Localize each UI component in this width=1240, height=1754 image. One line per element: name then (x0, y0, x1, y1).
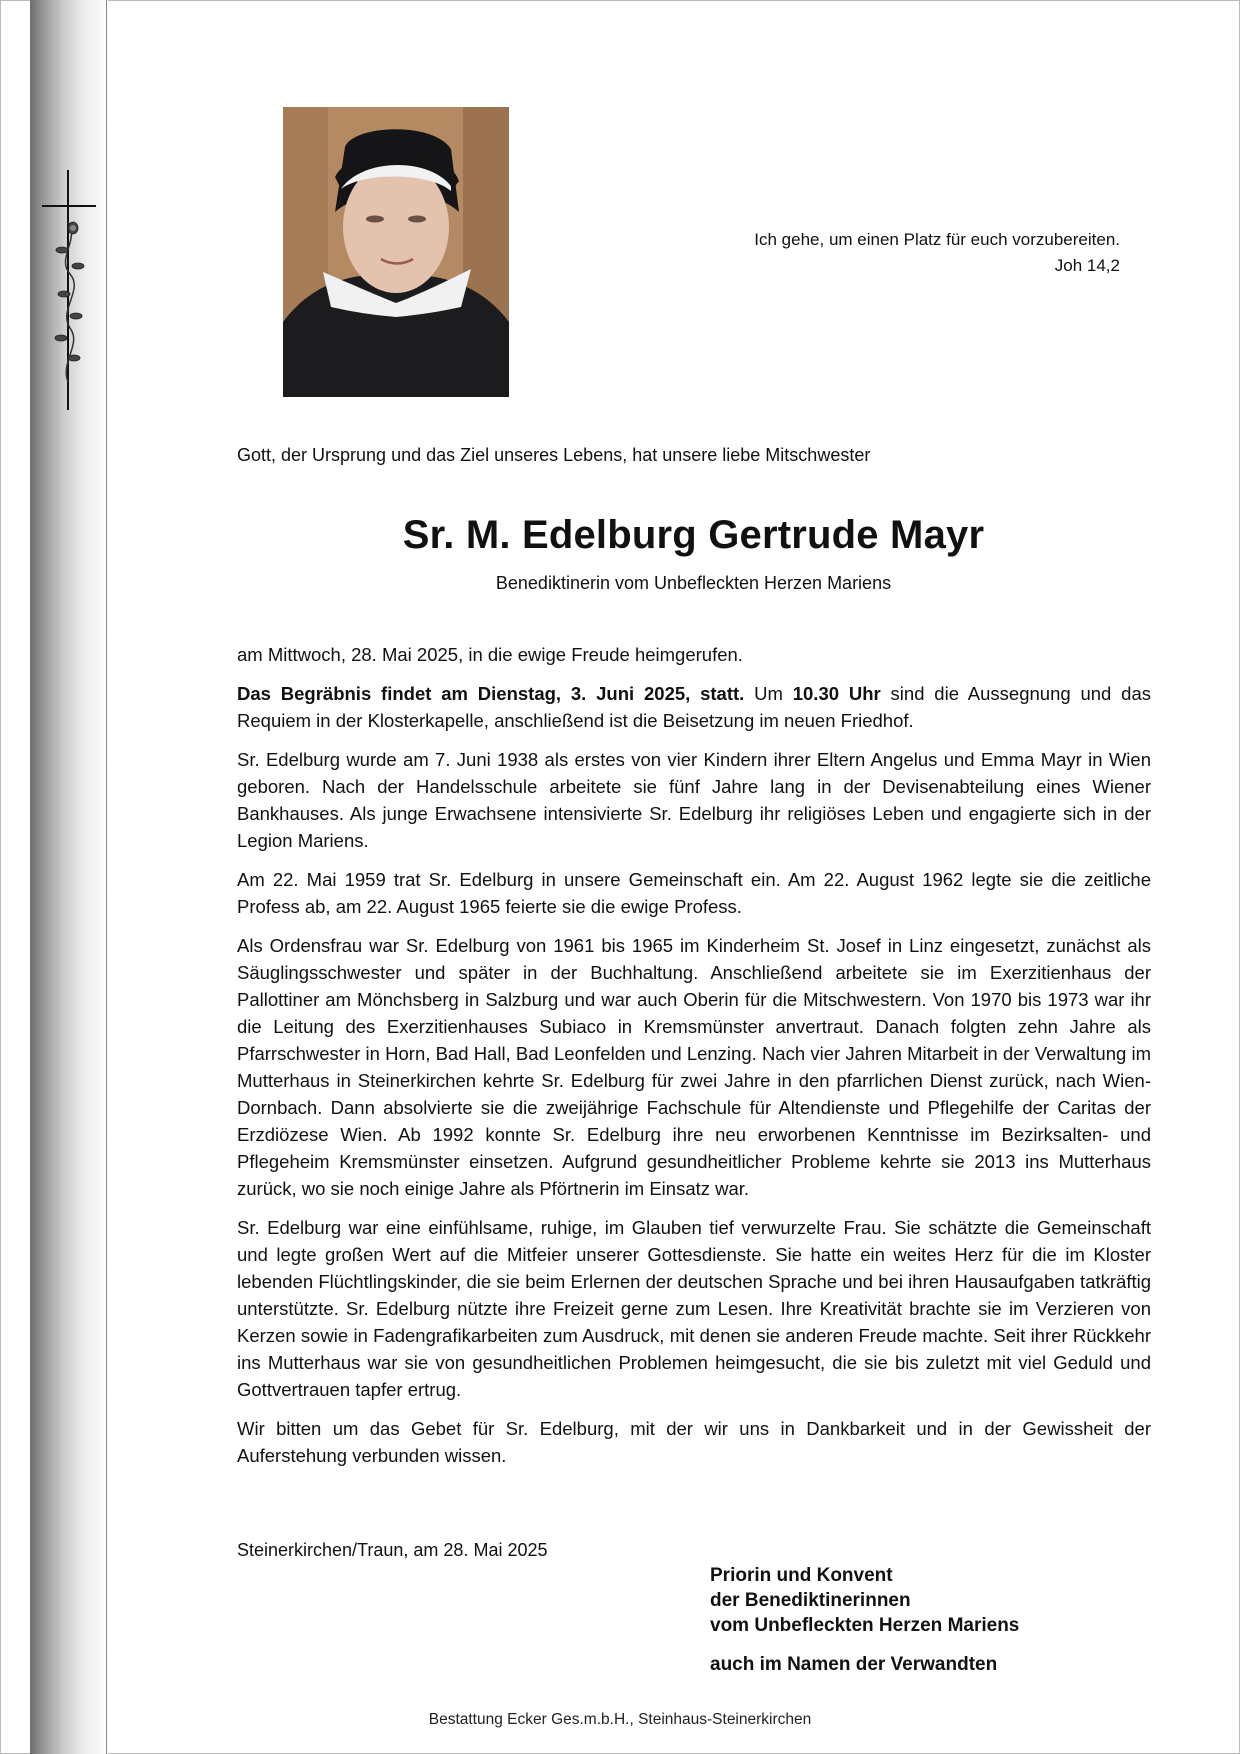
signature-block (710, 1563, 1019, 1677)
paragraph-funeral: Das Begräbnis findet am Dienstag, 3. Juni 2025, statt. Um 10.30 Uhr sind die Aussegnung und das Requiem in der Klosterkapelle, anschließend ist die Beisetzung im neuen Friedhof. (237, 683, 1151, 731)
paragraph-character: Sr. Edelburg war eine einfühlsame, ruhige, im Glauben tief verwurzelte Frau. Sie schätzte die Gemeinschaft und legte großen Wert auf die Mitfeier unserer Gottesdienste. Sie hatte ein weites Herz für die im Kloster lebenden Flüchtlingskinder, die sie beim Erlernen der deutschen Sprache und bei ihren Hausaufgaben tatkräftig unterstützte. Sr. Edelburg nützte ihre Freizeit gerne zum Lesen. Ihre Kreativität brachte sie im Verzieren von Kerzen sowie in Fadengrafikarbeiten zum Ausdruck, mit denen sie anderen Freude machte. Seit ihrer Rückkehr ins Mutterhaus war sie von gesundheitlichen Problemen heimgesucht, die sie bis zuletzt mit viel Geduld und Gottvertrauen tapfer ertrug. (237, 1217, 1151, 1400)
funeral-time: 10.30 Uhr (792, 683, 881, 704)
paragraph-death-date: am Mittwoch, 28. Mai 2025, in die ewige Freude heimgerufen. (237, 644, 743, 665)
quote-text: Ich gehe, um einen Platz für euch vorzubereiten. (754, 230, 1120, 249)
signature-relatives: auch im Namen der Verwandten (710, 1654, 998, 1675)
intro-line: Gott, der Ursprung und das Ziel unseres Lebens, hat unsere liebe Mitschwester (237, 445, 871, 465)
deceased-name: Sr. M. Edelburg Gertrude Mayr (402, 513, 985, 557)
side-divider-line (106, 0, 107, 1754)
portrait-illustration (283, 107, 509, 397)
religious-order: Benediktinerin vom Unbefleckten Herzen Mariens (495, 573, 892, 593)
paragraph-early-life: Sr. Edelburg wurde am 7. Juni 1938 als erstes von vier Kindern ihrer Eltern Angelus und Emma Mayr in Wien geboren. Nach der Handelsschule arbeitete sie fünf Jahre lang in der Devisenabteilung eines Wiener Bankhauses. Als junge Erwachsene intensivierte Sr. Edelburg ihr religiöses Leben und engagierte sich in der Legion Mariens. (237, 749, 1151, 851)
signature-line: Priorin und Konvent (710, 1565, 893, 1586)
quote-reference: Joh 14,2 (1054, 256, 1120, 275)
cross-with-rose-icon (40, 170, 100, 410)
signature-line: der Benediktinerinnen (710, 1590, 911, 1611)
bible-quote (754, 227, 1120, 279)
place-and-date: Steinerkirchen/Traun, am 28. Mai 2025 (237, 1540, 548, 1560)
paragraph-prayer-request: Wir bitten um das Gebet für Sr. Edelburg, mit der wir uns in Dankbarkeit und in der Gewissheit der Auferstehung verbunden wissen. (237, 1418, 1151, 1466)
funeral-date: Das Begräbnis findet am Dienstag, 3. Juni 2025, statt. (237, 683, 745, 704)
paragraph-career: Als Ordensfrau war Sr. Edelburg von 1961 bis 1965 im Kinderheim St. Josef in Linz eingesetzt, zunächst als Säuglingsschwester und später in der Buchhaltung. Anschließend arbeitete sie im Exerzitienhaus der Pallottiner am Mönchsberg in Salzburg und war auch Oberin für die Mitschwestern. Von 1970 bis 1973 war ihr die Leitung des Exerzitienhauses Subiaco in Kremsmünster anvertraut. Danach folgten zehn Jahre als Pfarrschwester in Horn, Bad Hall, Bad Leonfelden und Lenzing. Nach vier Jahren Mitarbeit in der Verwaltung im Mutterhaus in Steinerkirchen kehrte Sr. Edelburg für zwei Jahre in den pfarrlichen Dienst zurück, nach Wien-Dornbach. Dann absolvierte sie die zweijährige Fachschule für Altendienste und Pflegehilfe der Caritas der Erzdiözese Wien. Ab 1992 konnte Sr. Edelburg ihre neu erworbenen Kenntnisse im Bezirksalten- und Pflegeheim Kremsmünster einsetzen. Aufgrund gesundheitlicher Probleme kehrte sie 2013 ins Mutterhaus zurück, wo sie noch einige Jahre als Pförtnerin im Einsatz war. (237, 935, 1151, 1199)
portrait-photo (283, 107, 509, 397)
paragraph-profession: Am 22. Mai 1959 trat Sr. Edelburg in unsere Gemeinschaft ein. Am 22. August 1962 legte sie die zeitliche Profess ab, am 22. August 1965 feierte sie die ewige Profess. (237, 869, 1151, 917)
signature-line: vom Unbefleckten Herzen Mariens (710, 1615, 1020, 1636)
obituary-body (237, 641, 1151, 1481)
funeral-home-footer: Bestattung Ecker Ges.m.b.H., Steinhaus-Steinerkirchen (428, 1711, 812, 1728)
